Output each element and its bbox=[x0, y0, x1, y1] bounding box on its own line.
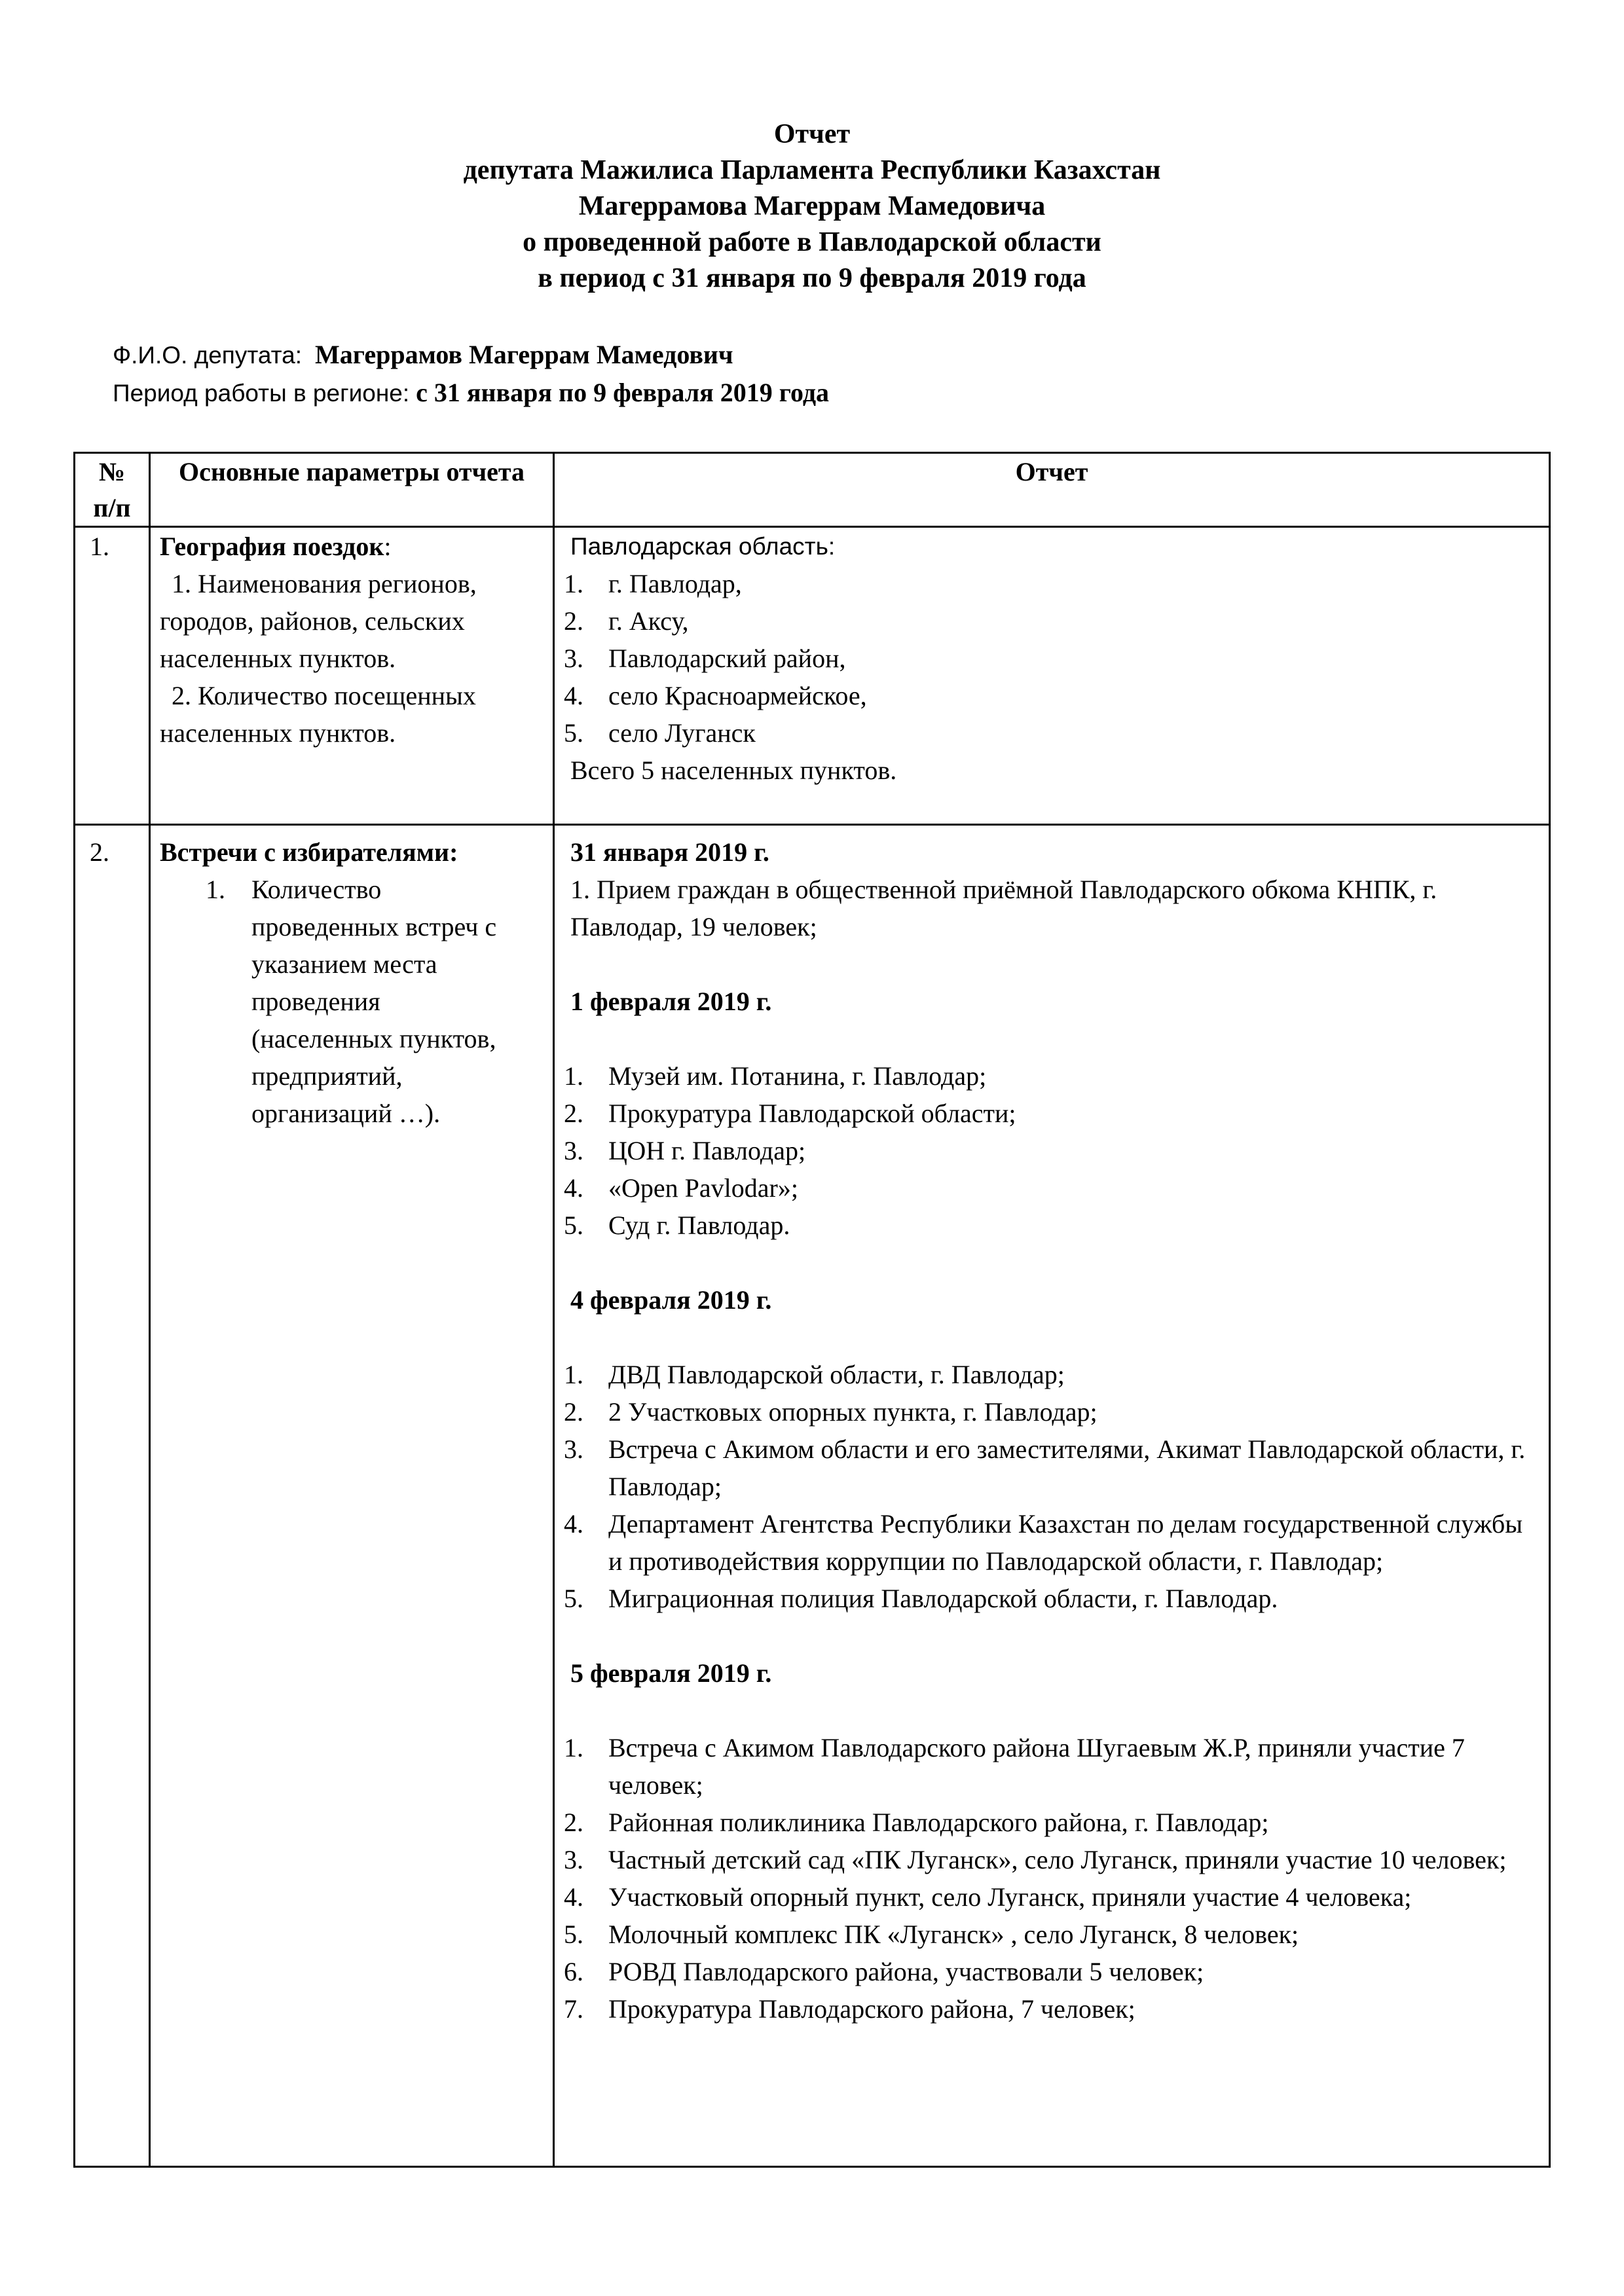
list-item: 5. Миграционная полиция Павлодарской области, г. Павлодар. bbox=[564, 1584, 1278, 1613]
period-value: с 31 января по 9 февраля 2019 года bbox=[416, 378, 830, 407]
meetings-list bbox=[564, 1356, 1540, 1617]
title-line-2: депутата Мажилиса Парламента Республики Казахстан bbox=[463, 155, 1161, 185]
table-row bbox=[75, 825, 1550, 2167]
param-item: 2. Количество посещенных населенных пунктов. bbox=[160, 681, 476, 748]
list-item: 4. Департамент Агентства Республики Казахстан по делам государственной службы и противодействия коррупции по Павлодарской области, г. Павлодар; bbox=[564, 1509, 1523, 1576]
meetings-list bbox=[564, 1057, 1540, 1244]
params-cell bbox=[150, 527, 554, 825]
list-item: 5. Молочный комплекс ПК «Луганск» , село Луганск, 8 человек; bbox=[564, 1920, 1299, 1949]
document-title bbox=[0, 117, 1624, 297]
param-item: 1. Наименования регионов, городов, районов, сельских населенных пунктов. bbox=[160, 569, 477, 673]
table-row bbox=[75, 527, 1550, 825]
title-line-3: Магеррамова Магеррам Мамедовича bbox=[578, 191, 1046, 221]
date-entry: 1. Прием граждан в общественной приёмной Павлодарского обкома КНПК, г. Павлодар, 19 человек; bbox=[570, 875, 1437, 941]
list-item: 3. Встреча с Акимом области и его заместителями, Акимат Павлодарской области, г. Павлодар; bbox=[564, 1434, 1526, 1501]
date-heading: 5 февраля 2019 г. bbox=[570, 1658, 772, 1688]
list-item: 1. г. Павлодар, bbox=[564, 569, 742, 598]
param-heading bbox=[160, 528, 544, 565]
list-item: 3. Павлодарский район, bbox=[564, 644, 846, 673]
deputy-name-line bbox=[113, 339, 733, 370]
list-item: 2. Прокуратура Павлодарской области; bbox=[564, 1099, 1016, 1128]
list-item: 3. ЦОН г. Павлодар; bbox=[564, 1136, 806, 1165]
report-table bbox=[73, 452, 1551, 2168]
list-item: 5. Суд г. Павлодар. bbox=[564, 1211, 790, 1240]
meetings-list bbox=[564, 1729, 1540, 2028]
table-header-row bbox=[75, 453, 1550, 527]
list-item: 6. РОВД Павлодарского района, участвовали 5 человек; bbox=[564, 1957, 1204, 1986]
header-num: № п/п bbox=[75, 453, 150, 527]
deputy-name-value: Магеррамов Магеррам Мамедович bbox=[315, 340, 733, 369]
list-item: 1. Встреча с Акимом Павлодарского района Шугаевым Ж.Р, приняли участие 7 человек; bbox=[564, 1733, 1465, 1800]
list-item: 2. 2 Участковых опорных пункта, г. Павлодар; bbox=[564, 1397, 1098, 1427]
report-cell bbox=[554, 527, 1550, 825]
title-line-1: Отчет bbox=[773, 119, 851, 149]
list-item: 3. Частный детский сад «ПК Луганск», село Луганск, приняли участие 10 человек; bbox=[564, 1845, 1507, 1874]
period-label: Период работы в регионе: bbox=[113, 380, 410, 407]
report-total: Всего 5 населенных пунктов. bbox=[570, 756, 897, 785]
report-cell bbox=[554, 825, 1550, 2167]
list-item: 4. Участковый опорный пункт, село Луганск, приняли участие 4 человека; bbox=[564, 1882, 1412, 1912]
params-cell bbox=[150, 825, 554, 2167]
period-line bbox=[113, 377, 829, 408]
list-item: 5. село Луганск bbox=[564, 718, 756, 748]
param-colon: : bbox=[384, 532, 392, 561]
param-title: Встречи с избирателями: bbox=[160, 837, 458, 867]
deputy-name-label: Ф.И.О. депутата: bbox=[113, 342, 303, 369]
list-item: 4. «Open Pavlodar»; bbox=[564, 1173, 798, 1203]
list-item: 1. ДВД Павлодарской области, г. Павлодар; bbox=[564, 1360, 1065, 1389]
row-number: 2. bbox=[75, 825, 150, 2167]
param-item bbox=[160, 871, 544, 1132]
report-intro: Павлодарская область: bbox=[570, 533, 836, 560]
header-params: Основные параметры отчета bbox=[150, 453, 554, 527]
row-number: 1. bbox=[75, 527, 150, 825]
visited-places-list bbox=[564, 565, 1540, 752]
param-title: География поездок bbox=[160, 532, 384, 561]
list-item: 2. г. Аксу, bbox=[564, 606, 689, 636]
date-heading: 4 февраля 2019 г. bbox=[570, 1285, 772, 1315]
date-heading: 1 февраля 2019 г. bbox=[570, 987, 772, 1016]
title-line-4: о проведенной работе в Павлодарской области bbox=[523, 227, 1101, 257]
date-heading: 31 января 2019 г. bbox=[570, 837, 769, 867]
header-report: Отчет bbox=[554, 453, 1550, 527]
list-item: 1. Музей им. Потанина, г. Павлодар; bbox=[564, 1061, 987, 1091]
list-item: 2. Районная поликлиника Павлодарского района, г. Павлодар; bbox=[564, 1808, 1269, 1837]
list-item: 4. село Красноармейское, bbox=[564, 681, 867, 710]
title-line-5: в период с 31 января по 9 февраля 2019 года bbox=[538, 263, 1086, 293]
param-item-text: Количество проведенных встреч с указанием места проведения (населенных пунктов, предприятий, организаций …). bbox=[251, 875, 497, 1128]
param-item-number: 1. bbox=[206, 875, 225, 904]
list-item: 7. Прокуратура Павлодарского района, 7 человек; bbox=[564, 1994, 1135, 2024]
